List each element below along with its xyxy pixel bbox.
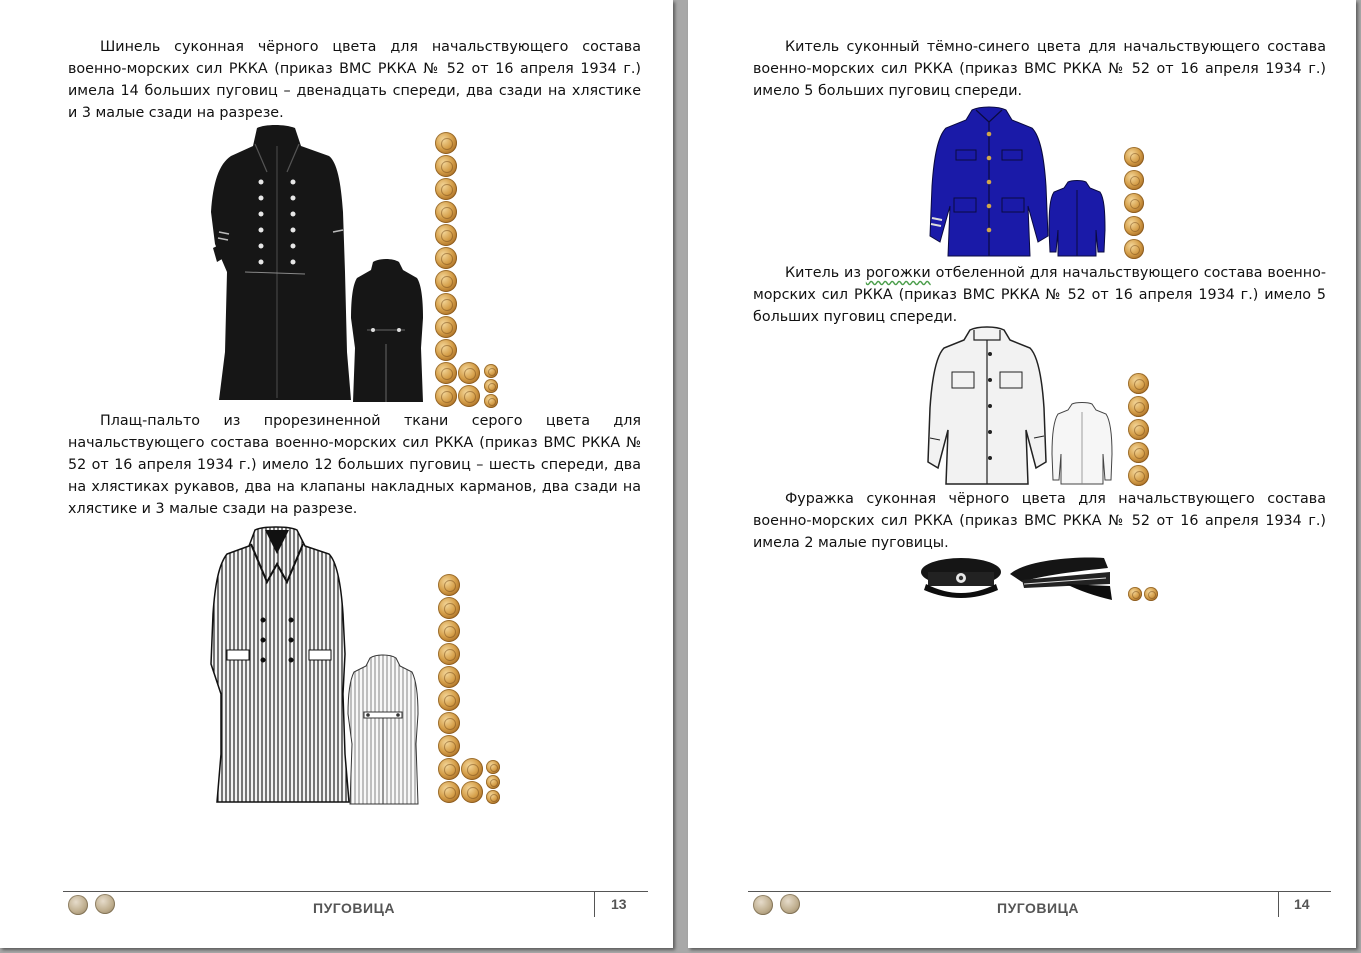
- footer-title: ПУГОВИЦА: [313, 900, 395, 916]
- paragraph-white-tunic-end: отбеленной для начальствующего состава военно-морских сил РККА (приказ ВМС РККА № 52 от 16 апреля 1934 г.) имело 5 больших пуговиц спереди.: [753, 265, 1326, 325]
- big-button-icon: [435, 132, 457, 154]
- footer-separator: [1278, 891, 1279, 917]
- coin-icon: [95, 894, 115, 914]
- footer-separator: [594, 891, 595, 917]
- black-greatcoat-front-image: [205, 122, 365, 404]
- small-button-icon: [486, 790, 500, 804]
- big-button-icon: [1124, 239, 1144, 259]
- paragraph-white-tunic: [753, 262, 1326, 328]
- big-button-icon: [1124, 147, 1144, 167]
- peaked-cap-side-image: [1006, 554, 1114, 602]
- footer-title: ПУГОВИЦА: [997, 900, 1079, 916]
- big-button-icon: [1124, 216, 1144, 236]
- big-button-icon: [438, 689, 460, 711]
- big-button-icon: [438, 735, 460, 757]
- big-button-icon: [438, 712, 460, 734]
- footer-rule: [63, 891, 648, 892]
- grey-raincoat-back-image: [346, 654, 420, 806]
- navy-tunic-front-image: [928, 106, 1050, 258]
- white-tunic-back-image: [1050, 402, 1114, 486]
- small-button-icon: [484, 379, 498, 393]
- navy-tunic-back-image: [1048, 180, 1106, 258]
- big-button-icon: [435, 293, 457, 315]
- big-button-icon: [1128, 419, 1149, 440]
- big-button-icon: [1128, 373, 1149, 394]
- big-button-icon: [438, 781, 460, 803]
- big-button-icon: [438, 597, 460, 619]
- big-button-icon: [435, 224, 457, 246]
- big-button-icon: [1128, 396, 1149, 417]
- big-button-icon: [435, 316, 457, 338]
- small-button-icon: [486, 775, 500, 789]
- big-button-icon: [1128, 442, 1149, 463]
- small-button-icon: [486, 760, 500, 774]
- paragraph-peaked-cap: Фуражка суконная чёрного цвета для начальствующего состава военно-морских сил РККА (приказ ВМС РККА № 52 от 16 апреля 1934 г.) имела 2 малые пуговицы.: [753, 491, 1326, 551]
- page-13: [0, 0, 673, 948]
- white-tunic-front-image: [924, 326, 1050, 486]
- coin-icon: [753, 895, 773, 915]
- black-greatcoat-back-image: [347, 258, 425, 404]
- big-button-icon: [435, 155, 457, 177]
- page-14: [688, 0, 1356, 948]
- big-button-icon: [435, 339, 457, 361]
- small-button-icon: [1128, 587, 1142, 601]
- big-button-icon: [438, 643, 460, 665]
- big-button-icon: [435, 362, 457, 384]
- big-button-icon: [461, 758, 483, 780]
- big-button-icon: [435, 270, 457, 292]
- big-button-icon: [458, 385, 480, 407]
- big-button-icon: [435, 178, 457, 200]
- big-button-icon: [438, 666, 460, 688]
- small-button-icon: [484, 364, 498, 378]
- big-button-icon: [435, 247, 457, 269]
- big-button-icon: [458, 362, 480, 384]
- big-button-icon: [1124, 193, 1144, 213]
- peaked-cap-front-image: [918, 556, 1004, 602]
- footer-rule: [748, 891, 1331, 892]
- big-button-icon: [438, 620, 460, 642]
- big-button-icon: [435, 385, 457, 407]
- big-button-icon: [1124, 170, 1144, 190]
- paragraph-white-tunic-start: Китель из: [785, 265, 866, 281]
- big-button-icon: [438, 758, 460, 780]
- big-button-icon: [461, 781, 483, 803]
- coin-icon: [68, 895, 88, 915]
- paragraph-navy-tunic: Китель суконный тёмно-синего цвета для начальствующего состава военно-морских сил РККА (приказ ВМС РККА № 52 от 16 апреля 1934 г.) имело 5 больших пуговиц спереди.: [753, 39, 1326, 99]
- coin-icon: [780, 894, 800, 914]
- spellcheck-marked-word[interactable]: рогожки: [865, 265, 931, 281]
- small-button-icon: [1144, 587, 1158, 601]
- page-number: 14: [1294, 896, 1310, 912]
- grey-raincoat-front-image: [205, 524, 353, 806]
- big-button-icon: [435, 201, 457, 223]
- small-button-icon: [484, 394, 498, 408]
- big-button-icon: [438, 574, 460, 596]
- big-button-icon: [1128, 465, 1149, 486]
- paragraph-greatcoat: Шинель суконная чёрного цвета для начальствующего состава военно-морских сил РККА (приказ ВМС РККА № 52 от 16 апреля 1934 г.) имела 14 больших пуговиц – двенадцать спереди, два сзади на хлястике и 3 малые сзади на разрезе.: [68, 39, 641, 121]
- page-number: 13: [611, 896, 627, 912]
- paragraph-raincoat: Плащ-пальто из прорезиненной ткани серого цвета для начальствующего состава военно-морских сил РККА (приказ ВМС РККА № 52 от 16 апреля 1934 г.) имело 12 больших пуговиц – шесть спереди, два на хлястиках рукавов, два на клапаны накладных карманов, два сзади на хлястике и 3 малые сзади на разрезе.: [68, 413, 641, 517]
